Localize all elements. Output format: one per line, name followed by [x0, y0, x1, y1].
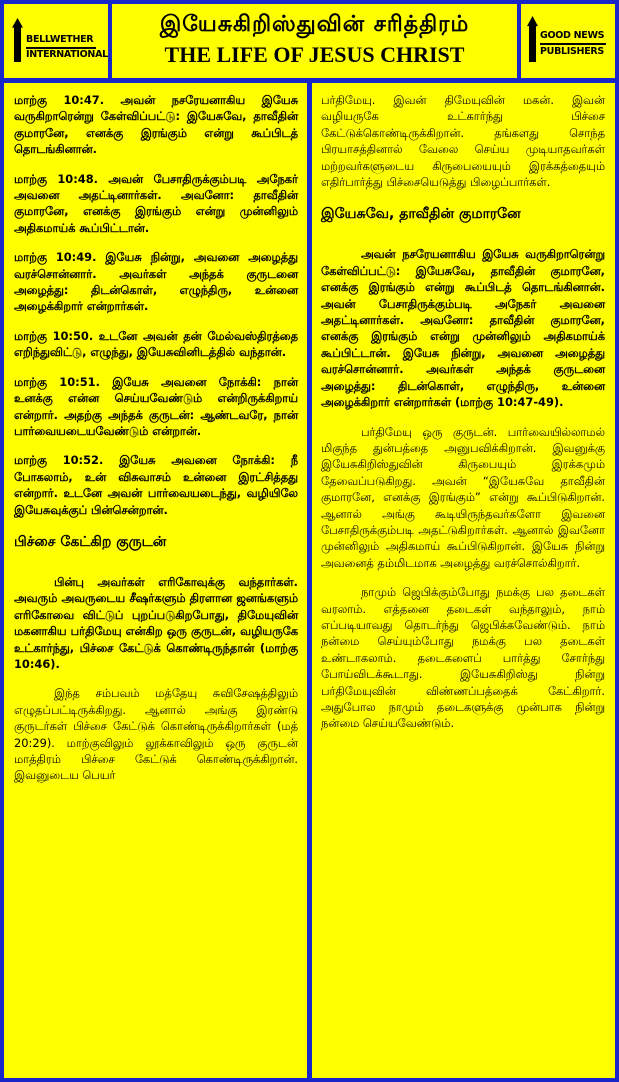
- good-news-logo: [521, 4, 615, 78]
- right-column: [312, 83, 615, 1078]
- tower-icon: [12, 18, 23, 62]
- story-paragraph: பின்பு அவர்கள் எரிகோவுக்கு வந்தார்கள். அவரும் அவருடைய சீஷர்களும் திரளான ஜனங்களும் எரிகோவை விட்டுப் புறப்படுகிறபோது, திமேயுவின் மகனாகிய பர்திமேயு என்கிற ஒரு குருடன், வழியருகே உட்கார்ந்து, பிச்சை கேட்டுக் கொண்டிருந்தான் (மாற்கு 10:46).: [14, 574, 298, 671]
- logo-right-line1: GOOD NEWS: [540, 30, 605, 41]
- commentary-paragraph: இந்த சம்பவம் மத்தேயு சுவிசேஷத்திலும் எழுதப்பட்டிருக்கிறது. ஆனால் அங்கு இரண்டு குருடர்கள் பிச்சை கேட்டுக் கொண்டிருக்கிறார்கள் (மத் 20:29). மாற்குவிலும் லூக்காவிலும் ஒரு குருடன் மாத்திரம் பிச்சை கேட்டுக் கொண்டிருக்கிறான். இவனுடைய பெயர்: [14, 686, 298, 783]
- logo-left-line2: INTERNATIONAL: [26, 49, 108, 60]
- section-heading-blind-beggar: பிச்சை கேட்கிற குருடன்: [14, 533, 167, 550]
- verse-10-47: மாற்கு 10:47. அவன் நசரேயனாகிய இயேசு வருகிறாரென்று கேள்விப்பட்டு: இயேசுவே, தாவீதின் குமாரனே, எனக்கு இரங்கும் என்று கூப்பிடத் தொடங்கினான்.: [14, 93, 298, 157]
- reflection-paragraph-2: நாமும் ஜெபிக்கும்போது நமக்கு பல தடைகள் வரலாம். எத்தனை தடைகள் வந்தாலும், நாம் எப்படியாவது தொடர்ந்து ஜெபிக்கவேண்டும். நாம் நன்மை செய்யும்போது நமக்கு பல தடைகள் உண்டாகலாம். தடைகளைப் பார்த்து சோர்ந்து போய்விடக்கூடாது. இயேசுகிறிஸ்து நின்று பர்திமேயுவின் விண்ணப்பத்தைக் கேட்கிறார். அதுபோல நாமும் தடைகளுக்கு முன்பாக நின்று நன்மை செய்யவேண்டும்.: [321, 585, 605, 731]
- page-header: [112, 4, 517, 78]
- verse-10-49: மாற்கு 10:49. இயேசு நின்று, அவனை அழைத்து வரச்சொன்னார். அவர்கள் அந்தக் குருடனை அழைத்து: திடன்கொள், எழுந்திரு, உன்னை அழைக்கிறார் என்றார்கள்.: [14, 250, 298, 314]
- left-column: [4, 83, 307, 1078]
- bellwether-logo: [4, 4, 108, 78]
- summary-paragraph: அவன் நசரேயனாகிய இயேசு வருகிறாரென்று கேள்விப்பட்டு: இயேசுவே, தாவீதின் குமாரனே, எனக்கு இரங்கும் என்று கூப்பிடத் தொடங்கினான். அவன் பேசாதிருக்கும்படி அநேகர் அவனை அதட்டினார்கள். அவனோ: தாவீதின் குமாரனே, எனக்கு இரங்கும் என்று முன்னிலும் அதிகமாய்க் கூப்பிட்டான். இயேசு நின்று, அவனை அழைத்து வரச்சொன்னார். அவர்கள் அந்தக் குருடனை அழைத்து: திடன்கொள், எழுந்திரு, உன்னை அழைக்கிறார் என்றார்கள் (மாற்கு 10:47-49).: [321, 247, 605, 410]
- verse-10-51: மாற்கு 10:51. இயேசு அவனை நோக்கி: நான் உனக்கு என்ன செய்யவேண்டும் என்றிருக்கிறாய் என்றார். அதற்கு அந்தக் குருடன்: ஆண்டவரே, நான் பார்வையடையவேண்டும் என்றான்.: [14, 374, 298, 438]
- tower-icon: [527, 16, 538, 62]
- verse-10-52: மாற்கு 10:52. இயேசு அவனை நோக்கி: நீ போகலாம், உன் விசுவாசம் உன்னை இரட்சித்தது என்றார். உடனே அவன் பார்வையடைந்து, வழியிலே இயேசுவுக்குப் பின்சென்றான்.: [14, 453, 298, 517]
- reflection-paragraph-1: பர்திமேயு ஒரு குருடன். பார்வையில்லாமல் மிகுந்த துன்பத்தை அனுபவிக்கிறான். இவனுக்கு இயேசுகிறிஸ்துவின் கிருபையும் இரக்கமும் தேவைப்படுகிறது. அவன் “இயேசுவே தாவீதின் குமாரனே, எனக்கு இரங்கும்” என்று கூப்பிடுகிறான். ஆனால் அங்கு கூடியிருந்தவர்களோ இவனை பேசாதிருக்கும்படி அதட்டுகிறார்கள். ஆனால் இவனோ முன்னிலும் அதிகமாய் கூப்பிடுகிறான். இயேசு நின்று அவனைத் தம்மிடமாக அழைத்து வரச்சொல்கிறார்.: [321, 424, 605, 570]
- section-heading-son-of-david: இயேசுவே, தாவீதின் குமாரனே: [321, 206, 521, 223]
- logo-left-line1: BELLWETHER: [26, 34, 94, 45]
- continuation-paragraph: பர்திமேயு. இவன் திமேயுவின் மகன். இவன் வழியருகே உட்கார்ந்து பிச்சை கேட்டுக்கொண்டிருக்கிறான். தங்களது சொந்த பிரயாசத்தினால் வேலை செய்ய முடியாதவர்கள் மற்றவர்களுடைய கிருபையையும் இரக்கத்தையும் எதிர்பார்த்து பிச்சையெடுத்து பிழைப்பார்கள்.: [321, 93, 605, 190]
- title-tamil: இயேசுகிறிஸ்துவின் சரித்திரம்: [159, 12, 470, 37]
- verse-10-48: மாற்கு 10:48. அவன் பேசாதிருக்கும்படி அநேகர் அவனை அதட்டினார்கள். அவனோ: தாவீதின் குமாரனே, எனக்கு இரங்கும் என்று முன்னிலும் அதிகமாய்க் கூப்பிட்டான்.: [14, 171, 298, 235]
- title-english: THE LIFE OF JESUS CHRIST: [164, 42, 465, 67]
- logo-right-line2: PUBLISHERS: [540, 46, 604, 57]
- verse-10-50: மாற்கு 10:50. உடனே அவன் தன் மேல்வஸ்திரத்தை எறிந்துவிட்டு, எழுந்து, இயேசுவினிடத்தில் வந்தான்.: [14, 328, 298, 360]
